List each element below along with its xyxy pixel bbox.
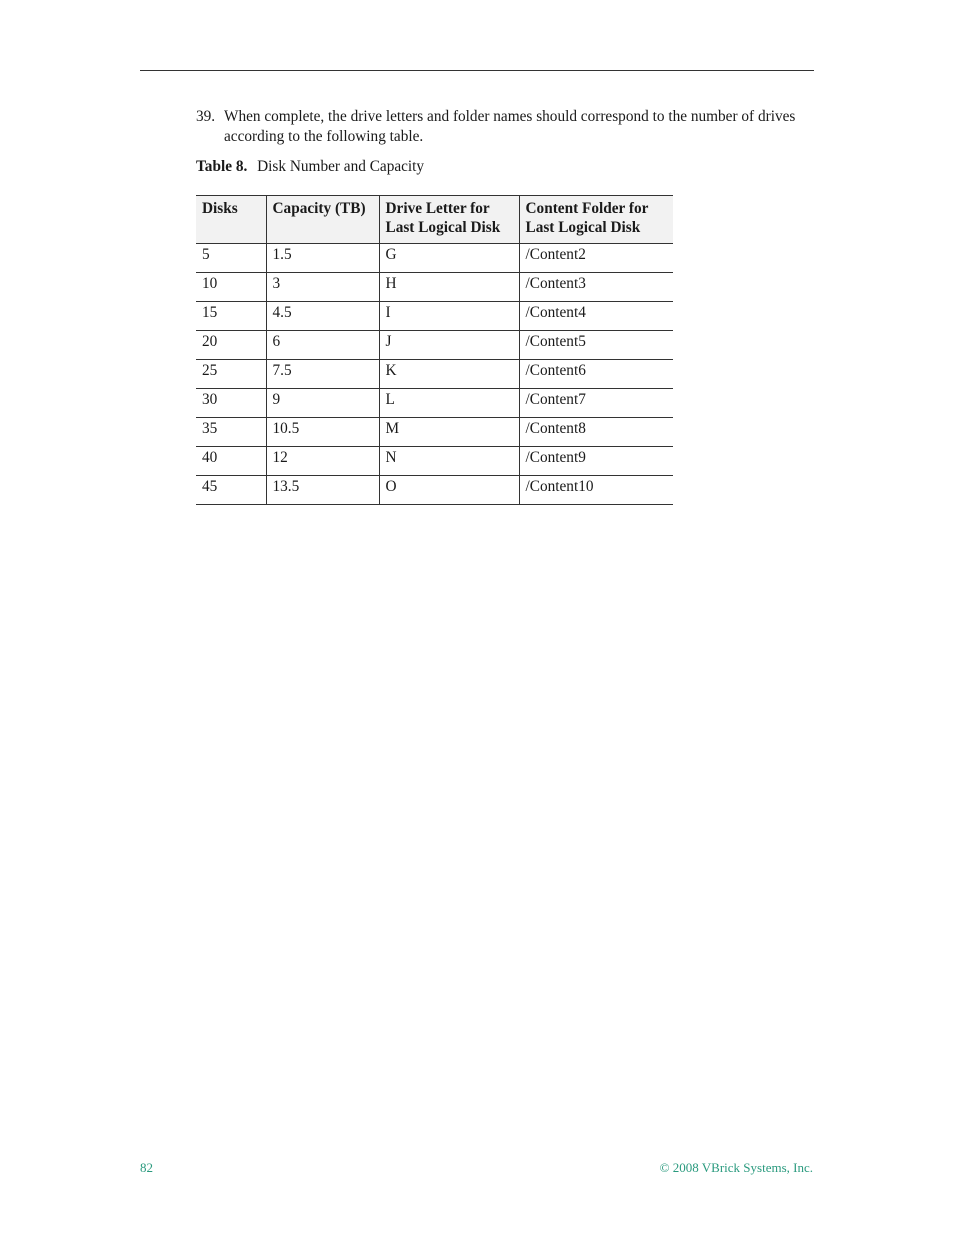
cell-drive-letter: L [379,389,519,418]
disk-capacity-table [196,195,673,505]
cell-capacity: 12 [266,447,379,476]
step-39 [196,107,812,147]
cell-content-folder: /Content9 [519,447,673,476]
table-row [196,360,673,389]
table-row [196,447,673,476]
cell-disks: 40 [196,447,266,476]
header-capacity: Capacity (TB) [266,196,379,244]
cell-content-folder: /Content3 [519,273,673,302]
step-number: 39. [196,108,216,125]
header-content-folder: Content Folder for Last Logical Disk [519,196,673,244]
cell-capacity: 1.5 [266,244,379,273]
header-rule [140,70,814,71]
footer-copyright: © 2008 VBrick Systems, Inc. [659,1160,813,1175]
step-text: When complete, the drive letters and folder names should correspond to the number of drives according to the following table. [224,108,796,145]
table-row [196,302,673,331]
table-row [196,418,673,447]
cell-drive-letter: N [379,447,519,476]
cell-capacity: 6 [266,331,379,360]
cell-disks: 35 [196,418,266,447]
cell-drive-letter: H [379,273,519,302]
table-header-row [196,196,673,244]
table-row [196,389,673,418]
cell-disks: 5 [196,244,266,273]
cell-disks: 30 [196,389,266,418]
cell-drive-letter: O [379,476,519,505]
table-row [196,331,673,360]
cell-content-folder: /Content10 [519,476,673,505]
cell-content-folder: /Content4 [519,302,673,331]
cell-capacity: 7.5 [266,360,379,389]
header-disks: Disks [196,196,266,244]
table-row [196,476,673,505]
cell-capacity: 9 [266,389,379,418]
cell-content-folder: /Content2 [519,244,673,273]
cell-drive-letter: K [379,360,519,389]
cell-disks: 25 [196,360,266,389]
cell-capacity: 4.5 [266,302,379,331]
cell-capacity: 13.5 [266,476,379,505]
cell-disks: 15 [196,302,266,331]
table-caption [196,157,424,177]
cell-disks: 10 [196,273,266,302]
cell-drive-letter: I [379,302,519,331]
footer-page-number: 82 [140,1160,153,1175]
cell-content-folder: /Content8 [519,418,673,447]
header-drive-letter: Drive Letter for Last Logical Disk [379,196,519,244]
table-row [196,273,673,302]
cell-drive-letter: G [379,244,519,273]
cell-content-folder: /Content6 [519,360,673,389]
table-caption-label: Table 8. [196,158,248,175]
cell-disks: 45 [196,476,266,505]
cell-content-folder: /Content7 [519,389,673,418]
table-row [196,244,673,273]
cell-disks: 20 [196,331,266,360]
cell-capacity: 3 [266,273,379,302]
cell-drive-letter: M [379,418,519,447]
table-caption-title: Disk Number and Capacity [257,158,425,175]
cell-drive-letter: J [379,331,519,360]
cell-capacity: 10.5 [266,418,379,447]
cell-content-folder: /Content5 [519,331,673,360]
